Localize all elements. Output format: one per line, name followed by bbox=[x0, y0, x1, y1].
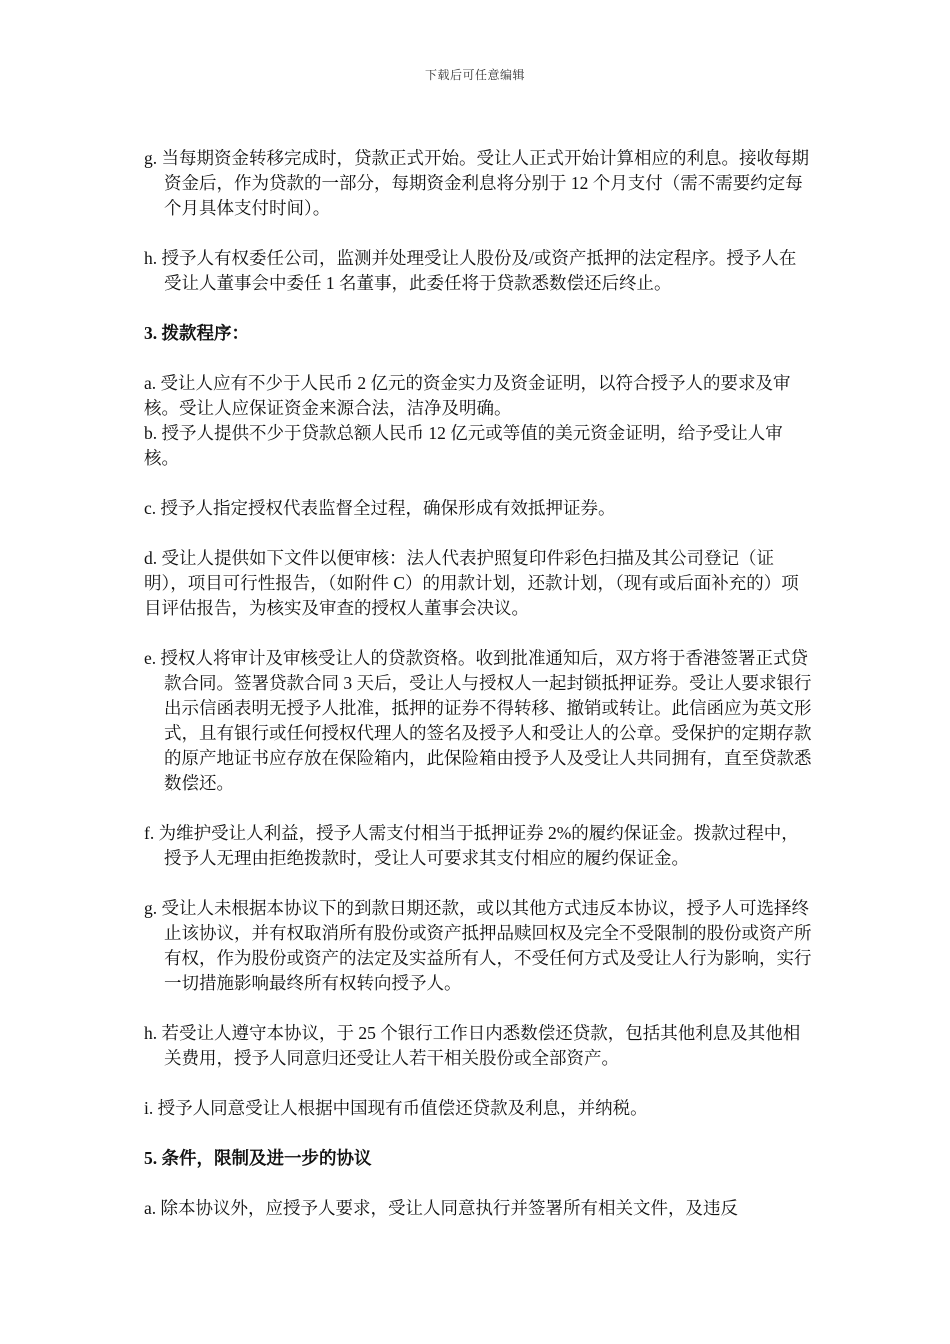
clause-2g: g. 当每期资金转移完成时，贷款正式开始。受让人正式开始计算相应的利息。接收每期资金后，作为贷款的一部分，每期资金利息将分别于 12 个月支付（需不需要约定每个月具体支付时间）。 bbox=[144, 148, 809, 218]
clause-3a: a. 受让人应有不少于人民币 2 亿元的资金实力及资金证明，以符合授予人的要求及审核。受让人应保证资金来源合法，洁净及明确。 bbox=[144, 373, 791, 418]
clause-3b: b. 授予人提供不少于贷款总额人民币 12 亿元或等值的美元资金证明，给予受让人审核。 bbox=[144, 423, 783, 468]
clause-3f: f. 为维护受让人利益，授予人需支付相当于抵押证券 2%的履约保证金。拨款过程中，授予人无理由拒绝拨款时，受让人可要求其支付相应的履约保证金。 bbox=[144, 823, 799, 868]
clause-5a: a. 除本协议外，应授予人要求，受让人同意执行并签署所有相关文件，及违反 bbox=[144, 1198, 739, 1218]
clause-3i: i. 授予人同意受让人根据中国现有币值偿还贷款及利息，并纳税。 bbox=[144, 1098, 648, 1118]
section-heading-5: 5. 条件，限制及进一步的协议 bbox=[144, 1148, 372, 1168]
clause-3d: d. 受让人提供如下文件以便审核：法人代表护照复印件彩色扫描及其公司登记（证明），项目可行性报告，（如附件 C）的用款计划，还款计划，（现有或后面补充的）项目评估报告，为核实及审查的授权人董事会决议。 bbox=[144, 548, 799, 618]
clause-3g: g. 受让人未根据本协议下的到款日期还款，或以其他方式违反本协议，授予人可选择终止该协议，并有权取消所有股份或资产抵押品赎回权及完全不受限制的股份或资产所有权，作为股份或资产的法定及实益所有人，不受任何方式及受让人行为影响，实行一切措施影响最终所有权转向授予人。 bbox=[144, 898, 812, 993]
page-header-note: 下载后可任意编辑 bbox=[424, 68, 525, 82]
document-body bbox=[144, 146, 812, 1221]
clause-2h: h. 授予人有权委任公司，监测并处理受让人股份及/或资产抵押的法定程序。授予人在受让人董事会中委任 1 名董事，此委任将于贷款悉数偿还后终止。 bbox=[144, 248, 797, 293]
clause-3c: c. 授予人指定授权代表监督全过程，确保形成有效抵押证券。 bbox=[144, 498, 616, 518]
section-heading-3: 3. 拨款程序： bbox=[144, 323, 249, 343]
clause-3e: e. 授权人将审计及审核受让人的贷款资格。收到批准通知后，双方将于香港签署正式贷款合同。签署贷款合同 3 天后，受让人与授权人一起封锁抵押证券。受让人要求银行出示信函表明无授予人批准，抵押的证券不得转移、撤销或转让。此信函应为英文形式，且有银行或任何授权代理人的签名及授予人和受让人的公章。受保护的定期存款的原产地证书应存放在保险箱内，此保险箱由授予人及受让人共同拥有，直至贷款悉数偿还。 bbox=[144, 648, 812, 793]
clause-3h: h. 若受让人遵守本协议，于 25 个银行工作日内悉数偿还贷款，包括其他利息及其他相关费用，授予人同意归还受让人若干相关股份或全部资产。 bbox=[144, 1023, 801, 1068]
